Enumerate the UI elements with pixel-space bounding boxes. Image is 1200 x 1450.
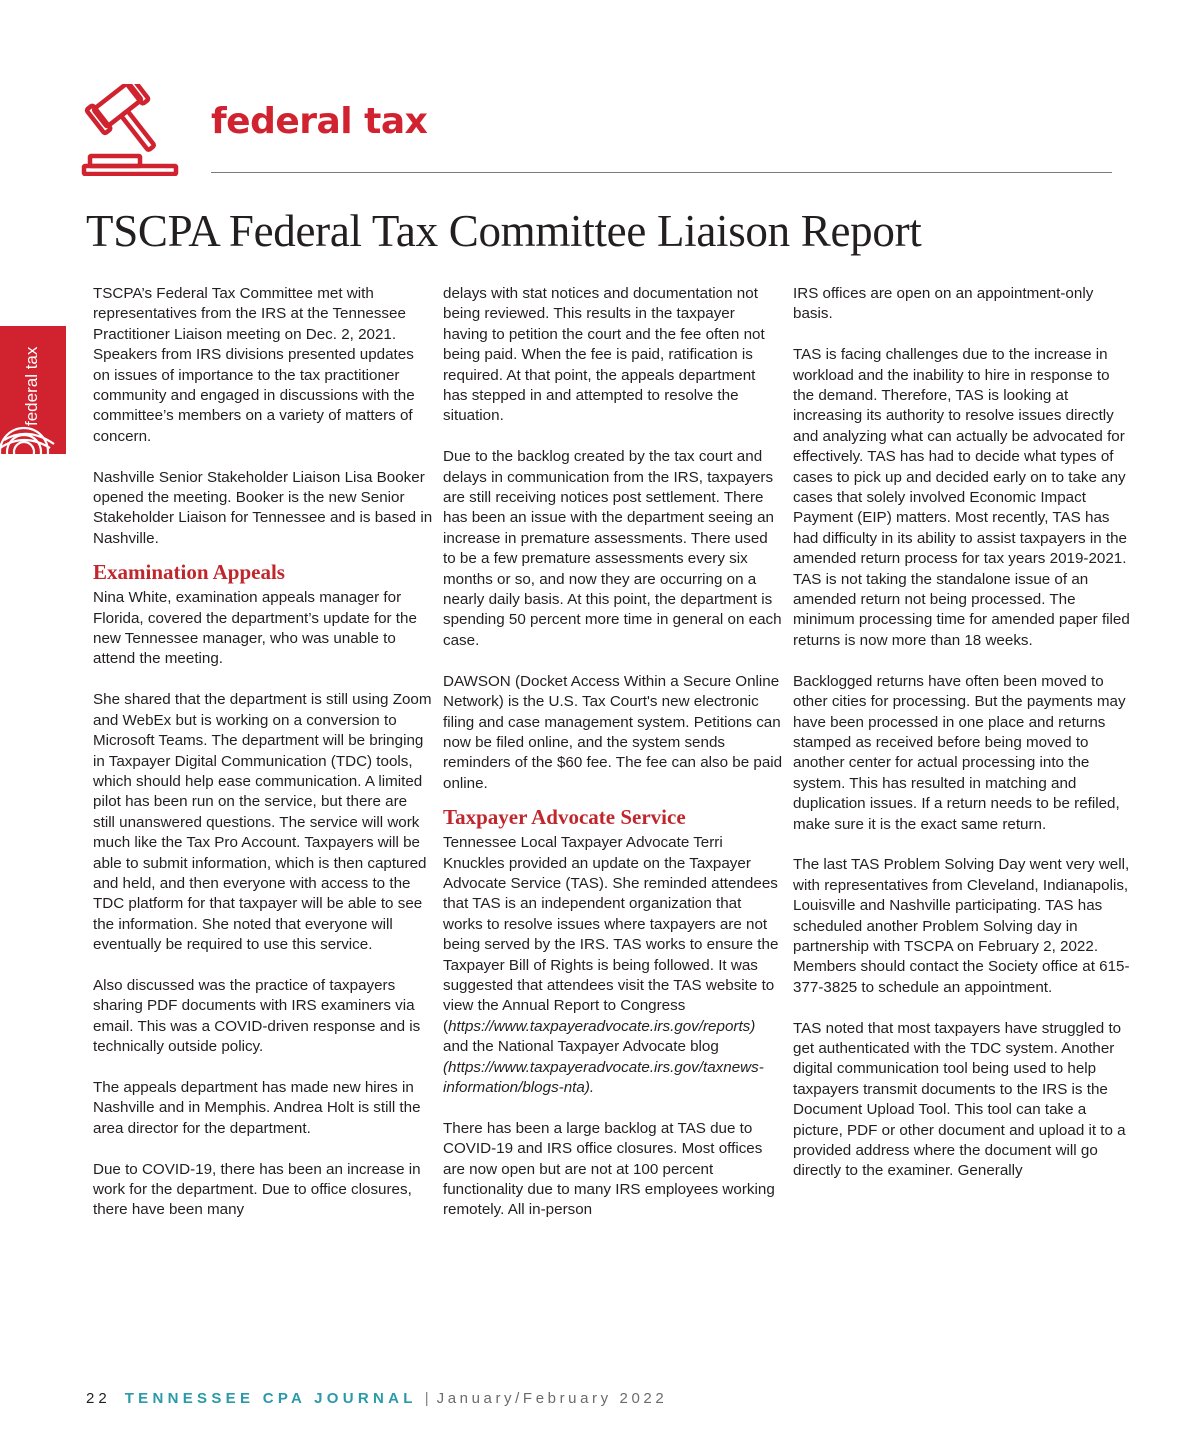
paragraph: There has been a large backlog at TAS due to COVID-19 and IRS office closures. Most offices are now open but are not at 100 percent functionality due to many IRS employees working remotely. All in-person [443,1119,775,1219]
subheading-taxpayer-advocate-service: Taxpayer Advocate Service [443,805,686,830]
paragraph: Due to the backlog created by the tax court and delays in communication from the IRS, taxpayers are still receiving notices post settlement. There has been an issue with the department seeing an increase in premature assessments. There used to be a few premature assessments every six months or so, and now they are occurring on a nearly daily basis. At this point, the department is spending 50 percent more time in general on each case. [443,448,782,649]
article-column-1 [93,284,433,1221]
page-footer [86,1388,667,1410]
page-number: 22 [86,1390,111,1407]
issue-date: January/February 2022 [436,1390,668,1407]
subheading-examination-appeals: Examination Appeals [93,560,285,585]
article-title: TSCPA Federal Tax Committee Liaison Report [86,206,922,256]
section-title: federal tax [211,101,428,142]
header-divider [211,172,1112,173]
gavel-icon [80,84,180,176]
paragraph: The appeals department has made new hires in Nashville and in Memphis. Andrea Holt is still the area director for the department. [93,1078,421,1137]
footer-separator: | [424,1390,429,1407]
paragraph: Nina White, examination appeals manager for Florida, covered the department’s update for the new Tennessee manager, who was unable to attend the meeting. [93,589,417,668]
paragraph: She shared that the department is still using Zoom and WebEx but is working on a conversion to Microsoft Teams. The department will be bringing in Taxpayer Digital Communication (TDC) tools, which should help ease communication. A limited pilot has been run on the service, but there are still unanswered questions. The service will work much like the Tax Pro Account. Taxpayers will be able to submit information, which is then captured and held, and then everyone with access to the TDC platform for that taxpayer will be able to see the information. She noted that everyone will eventually be required to use this service. [93,691,432,954]
paragraph: TAS is facing challenges due to the increase in workload and the inability to hire in response to the demand. Therefore, TAS is looking at increasing its authority to resolve issues directly and analyzing what can actually be advocated for effectively. TAS has had to decide what types of cases to pick up and decided early on to take any cases that solely involved Economic Impact Payment (EIP) matters. Most recently, TAS has had difficulty in its ability to assist taxpayers in the amended return process for tax years 2019-2021. TAS is not taking the standalone issue of an amended return not being processed. The minimum processing time for amended paper filed returns is now more than 18 weeks. [793,346,1130,649]
journal-name: TENNESSEE CPA JOURNAL [124,1390,417,1407]
paragraph: Also discussed was the practice of taxpayers sharing PDF documents with IRS examiners via email. This was a COVID-driven response and is technically outside policy. [93,976,421,1056]
paragraph-text: Tennessee Local Taxpayer Advocate Terri Knuckles provided an update on the Taxpayer Advocate Service (TAS). She reminded attendees that TAS is an independent organization that works to resolve issues where taxpayers are not being served by the IRS. TAS works to ensure the Taxpayer Bill of Rights is being followed. It was suggested that attendees visit the TAS website to view the Annual Report to Congress ( [443,834,779,1035]
paragraph: DAWSON (Docket Access Within a Secure Online Network) is the U.S. Tax Court's new electronic filing and case management system. Petitions can now be filed online, and the system sends reminders of the $60 fee. The fee can also be paid online. [443,672,783,792]
paragraph: Due to COVID-19, there has been an increase in work for the department. Due to office closures, there have been many [93,1160,421,1219]
paragraph: Backlogged returns have often been moved to other cities for processing. But the payments may have been processed in one place and returns stamped as received before being moved to another center for actual processing into the system. This has resulted in matching and duplication issues. If a return needs to be refiled, make sure it is the exact same return. [793,672,1126,833]
paragraph: Nashville Senior Stakeholder Liaison Lisa Booker opened the meeting. Booker is the new Senior Stakeholder Liaison for Tennessee and is based in Nashville. [93,468,433,547]
paragraph: TAS noted that most taxpayers have struggled to get authenticated with the TDC system. Another digital communication tool being used to help taxpayers transmit documents to the IRS is the Document Upload Tool. This tool can take a picture, PDF or other document and upload it to a provided address where the document will go directly to the examiner. Generally [793,1019,1126,1180]
side-tab-label: federal tax [22,346,41,426]
tscpa-logo-icon [0,418,66,454]
paragraph-text: and the National Taxpayer Advocate blog [443,1038,719,1056]
article-column-2 [443,284,783,1221]
article-column-3 [793,284,1133,1182]
paragraph: The last TAS Problem Solving Day went very well, with representatives from Cleveland, Indianapolis, Louisville and Nashville participating. TAS has scheduled another Problem Solving day in partnership with TSCPA on February 2, 2022. Members should contact the Society office at 615-377-3825 to schedule an appointment. [793,856,1130,996]
paragraph: delays with stat notices and documentation not being reviewed. This results in the taxpayer having to petition the court and the fee often not being paid. When the fee is paid, ratification is required. At that point, the appeals department has stepped in and attempted to resolve the situation. [443,285,765,425]
side-section-tab [0,326,66,454]
blog-url-link[interactable]: (https://www.taxpayeradvocate.irs.gov/taxnews-information/blogs-nta). [443,1058,764,1096]
paragraph: TSCPA’s Federal Tax Committee met with representatives from the IRS at the Tennessee Practitioner Liaison meeting on Dec. 2, 2021. Speakers from IRS divisions presented updates on issues of importance to the tax practitioner community and engaged in discussions with the committee’s members on a variety of matters of concern. [93,285,415,445]
paragraph [443,833,783,1098]
paragraph: IRS offices are open on an appointment-only basis. [793,285,1094,323]
reports-url-link[interactable]: https://www.taxpayeradvocate.irs.gov/reports) [448,1017,756,1035]
